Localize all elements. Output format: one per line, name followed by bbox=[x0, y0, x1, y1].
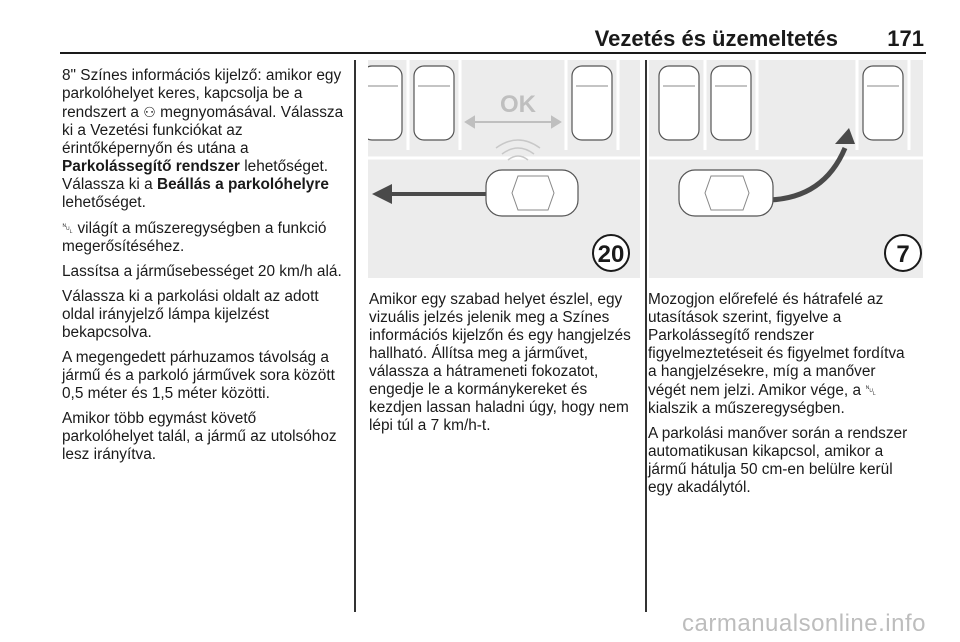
parking-scan-illustration bbox=[368, 60, 640, 278]
text-column-1 bbox=[62, 67, 344, 471]
watermark: carmanualsonline.info bbox=[682, 610, 926, 637]
chapter-title: Vezetés és üzemeltetés bbox=[594, 26, 838, 51]
column-divider-2 bbox=[645, 60, 647, 612]
car-icon bbox=[679, 170, 773, 216]
menu-item-park-entry: Beállás a parkolóhelyre bbox=[156, 176, 329, 193]
figure-number-badge: 20 bbox=[597, 241, 625, 268]
paragraph-auto-off: A parkolási manőver során a rendszer automatikusan kikapcsol, amikor a jármű hátulja 50 cm-en belülre kerül egy akadálytól. bbox=[648, 425, 908, 496]
paragraph-indicator: ␀ világít a műszeregységben a funkció megerősítéséhez. bbox=[62, 220, 327, 255]
page-number: 171 bbox=[887, 26, 924, 51]
paragraph-speed: Lassítsa a járműsebességet 20 km/h alá. bbox=[62, 263, 342, 280]
page-header bbox=[60, 24, 926, 54]
paragraph-distance: A megengedett párhuzamos távolság a jármű és a parkoló járművek sora között 0,5 méter és 1,5 méter közötti. bbox=[62, 349, 335, 402]
figure-parking-scan bbox=[368, 60, 640, 278]
parking-manoeuvre-illustration bbox=[649, 60, 923, 278]
menu-item-park-assist: Parkolássegítő rendszer bbox=[62, 158, 240, 175]
park-indicator-icon: ␀ bbox=[865, 382, 877, 398]
ok-label: OK bbox=[500, 91, 536, 118]
car-icon bbox=[486, 170, 578, 216]
text-column-3 bbox=[648, 291, 916, 504]
paragraph-side: Válassza ki a parkolási oldalt az adott oldal irányjelző lámpa kijelzést bekapcsolva. bbox=[62, 288, 319, 341]
paragraph-activate: 8" Színes információs kijelző: amikor egy parkolóhelyet keres, kapcsolja be a rendszert a ⚇ megnyomásával. Válassza ki a Vezetési funkciókat az érintőképernyőn és utána a Parkolássegítő rendszer lehetőséget. Válassza ki a Beállás a parkolóhelyre lehetőséget. bbox=[62, 67, 344, 211]
park-indicator-icon: ␀ bbox=[62, 220, 74, 236]
figure-parking-manoeuvre bbox=[649, 60, 923, 278]
paragraph-instructions: Mozogjon előrefelé és hátrafelé az utasítások szerint, figyelve a Parkolássegítő rendszer figyelmeztetéseit és figyelmet fordítva a hangjelzésekre, míg a manőver végét nem jelzi. Amikor vége, a ␀ kialszik a műszeregységben. bbox=[648, 291, 905, 417]
column-divider-1 bbox=[354, 60, 356, 612]
text-column-2 bbox=[369, 291, 637, 442]
paragraph-multiple: Amikor több egymást követő parkolóhelyet talál, a jármű az utolsóhoz lesz irányítva. bbox=[62, 410, 337, 463]
paragraph-detection: Amikor egy szabad helyet észlel, egy vizuális jelzés jelenik meg a Színes információs kijelzőn és egy hangjelzés hallható. Állítsa meg a járművet, válassza a hátrameneti fokozatot, engedje le a kormánykereket és kezdjen lassan haladni úgy, hogy nem lépi túl a 7 km/h-t. bbox=[369, 291, 631, 434]
figure-number-badge: 7 bbox=[896, 241, 910, 268]
park-assist-button-icon: ⚇ bbox=[143, 104, 156, 120]
